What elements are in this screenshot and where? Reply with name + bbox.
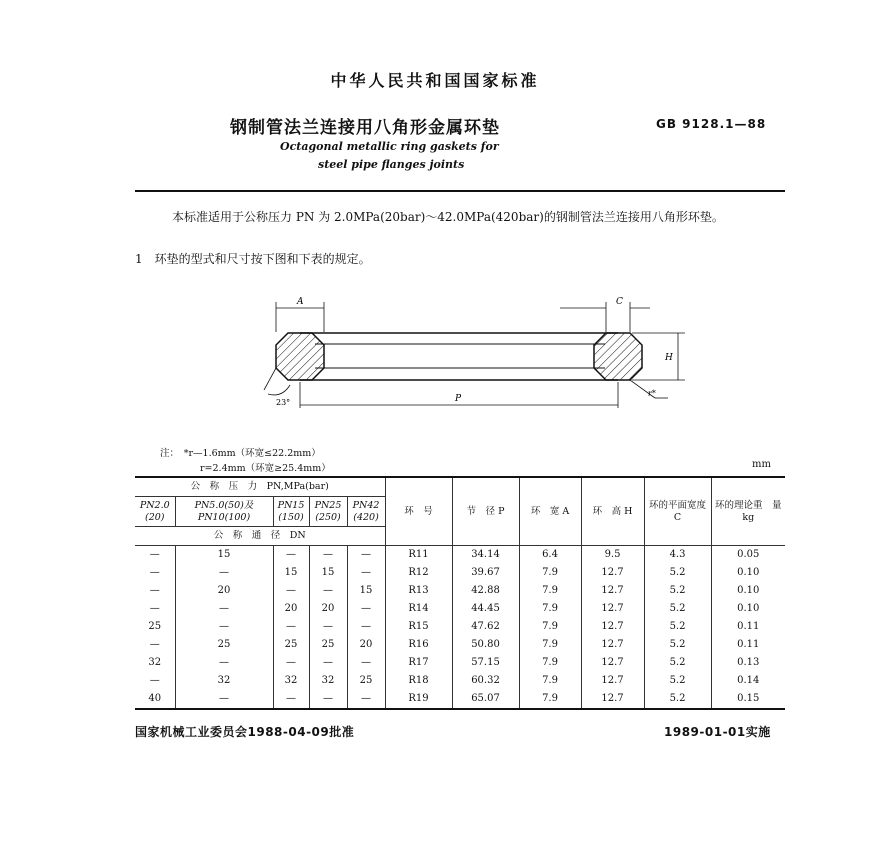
table-cell: 7.9 — [519, 618, 581, 636]
table-cell: 7.9 — [519, 582, 581, 600]
table-cell: 5.2 — [644, 600, 711, 618]
table-row — [135, 600, 785, 618]
table-row — [135, 654, 785, 672]
table-cell: 12.7 — [581, 600, 644, 618]
table-cell: 20 — [347, 636, 385, 654]
table-cell: 0.13 — [711, 654, 785, 672]
col-pitch-dia: 节 径 P — [452, 477, 519, 546]
table-cell: 5.2 — [644, 672, 711, 690]
table-cell: — — [175, 600, 273, 618]
table-cell: 5.2 — [644, 618, 711, 636]
table-cell: 7.9 — [519, 690, 581, 709]
table-cell: — — [175, 690, 273, 709]
table-cell: — — [309, 546, 347, 565]
table-row — [135, 690, 785, 709]
pn-col-5: PN42 (420) — [347, 497, 385, 527]
table-cell: 65.07 — [452, 690, 519, 709]
table-cell: 15 — [309, 564, 347, 582]
table-cell: 12.7 — [581, 672, 644, 690]
table-cell: — — [309, 582, 347, 600]
table-cell: 12.7 — [581, 564, 644, 582]
note-line-2: r=2.4mm（环宽≥25.4mm） — [200, 463, 331, 474]
table-row — [135, 672, 785, 690]
table-cell: 7.9 — [519, 636, 581, 654]
table-cell: 34.14 — [452, 546, 519, 565]
table-cell: — — [273, 618, 309, 636]
unit-label: mm — [752, 459, 771, 470]
pn-col-3: PN15 (150) — [273, 497, 309, 527]
table-cell: — — [135, 546, 175, 565]
angle-label: 23° — [276, 398, 291, 407]
table-cell: R13 — [385, 582, 452, 600]
table-cell: 7.9 — [519, 672, 581, 690]
table-cell: 44.45 — [452, 600, 519, 618]
table-cell: 5.2 — [644, 690, 711, 709]
table-cell: 50.80 — [452, 636, 519, 654]
table-cell: — — [347, 618, 385, 636]
table-row — [135, 582, 785, 600]
table-cell: R17 — [385, 654, 452, 672]
table-cell: R19 — [385, 690, 452, 709]
table-cell: — — [273, 690, 309, 709]
table-cell: 60.32 — [452, 672, 519, 690]
table-cell: — — [347, 690, 385, 709]
english-title-line2: steel pipe flanges joints — [318, 158, 465, 171]
table-cell: — — [309, 690, 347, 709]
table-cell: 5.2 — [644, 582, 711, 600]
table-cell: 15 — [347, 582, 385, 600]
table-cell: 12.7 — [581, 690, 644, 709]
right-octagon-section — [594, 333, 642, 380]
effective-date: 1989-01-01实施 — [664, 725, 771, 739]
table-cell: 12.7 — [581, 654, 644, 672]
table-cell: 6.4 — [519, 546, 581, 565]
table-cell: — — [347, 564, 385, 582]
table-cell: 5.2 — [644, 654, 711, 672]
table-cell: 32 — [135, 654, 175, 672]
table-cell: — — [135, 636, 175, 654]
table-cell: 7.9 — [519, 654, 581, 672]
table-cell: 32 — [175, 672, 273, 690]
col-ring-no: 环 号 — [385, 477, 452, 546]
standard-header: 中华人民共和国国家标准 — [330, 71, 540, 90]
table-cell: 57.15 — [452, 654, 519, 672]
table-cell: 12.7 — [581, 582, 644, 600]
table-cell: R18 — [385, 672, 452, 690]
table-cell: R14 — [385, 600, 452, 618]
table-cell: 25 — [175, 636, 273, 654]
table-cell: 0.15 — [711, 690, 785, 709]
table-cell: 0.11 — [711, 636, 785, 654]
table-cell: 20 — [273, 600, 309, 618]
table-cell: R16 — [385, 636, 452, 654]
left-octagon-section — [276, 333, 324, 380]
table-cell: 5.2 — [644, 564, 711, 582]
gasket-drawing — [260, 290, 700, 420]
table-row — [135, 636, 785, 654]
table-cell: R15 — [385, 618, 452, 636]
table-cell: — — [347, 654, 385, 672]
document-title: 钢制管法兰连接用八角形金属环垫 — [230, 118, 500, 138]
clause-1-paragraph: 1 环垫的型式和尺寸按下图和下表的规定。 — [135, 252, 371, 266]
table-cell: 47.62 — [452, 618, 519, 636]
table-cell: R12 — [385, 564, 452, 582]
table-row — [135, 564, 785, 582]
table-cell: — — [175, 618, 273, 636]
table-cell: 20 — [175, 582, 273, 600]
radius-label: r* — [648, 389, 656, 398]
dim-a-label: A — [297, 297, 304, 307]
pn-col-2: PN5.0(50)及 PN10(100) — [175, 497, 273, 527]
table-cell: — — [309, 654, 347, 672]
table-cell: — — [175, 564, 273, 582]
table-cell: 0.05 — [711, 546, 785, 565]
table-cell: — — [273, 654, 309, 672]
dn-header: 公 称 通 径 DN — [135, 527, 385, 546]
scope-paragraph: 本标准适用于公称压力 PN 为 2.0MPa(20bar)～42.0MPa(420bar)的钢制管法兰连接用八角形环垫。 — [172, 210, 724, 224]
table-cell: 4.3 — [644, 546, 711, 565]
col-ring-width: 环 宽 A — [519, 477, 581, 546]
table-cell: — — [135, 582, 175, 600]
table-cell: 7.9 — [519, 564, 581, 582]
table-cell: — — [309, 618, 347, 636]
col-ring-height: 环 高 H — [581, 477, 644, 546]
table-cell: 0.14 — [711, 672, 785, 690]
table-cell: — — [347, 546, 385, 565]
table-cell: — — [135, 564, 175, 582]
table-cell: 0.10 — [711, 600, 785, 618]
col-weight: 环的理论重 量 kg — [711, 477, 785, 546]
pn-group-header: 公 称 压 力 PN,MPa(bar) — [135, 477, 385, 497]
table-cell: 39.67 — [452, 564, 519, 582]
table-cell: 42.88 — [452, 582, 519, 600]
table-cell: 25 — [347, 672, 385, 690]
approval-line: 国家机械工业委员会1988-04-09批准 — [135, 725, 355, 739]
dim-p-label: P — [455, 394, 462, 404]
table-cell: 25 — [309, 636, 347, 654]
table-cell: 12.7 — [581, 636, 644, 654]
table-cell: — — [273, 546, 309, 565]
dim-h-label: H — [665, 353, 673, 363]
table-cell: — — [135, 672, 175, 690]
table-cell: 15 — [273, 564, 309, 582]
table-cell: 15 — [175, 546, 273, 565]
table-row — [135, 546, 785, 565]
pn-col-4: PN25 (250) — [309, 497, 347, 527]
header-rule — [135, 190, 785, 192]
table-cell: 32 — [309, 672, 347, 690]
table-cell: 5.2 — [644, 636, 711, 654]
table-cell: 25 — [273, 636, 309, 654]
table-cell: — — [175, 654, 273, 672]
dim-c-label: C — [616, 297, 623, 307]
standard-number: GB 9128.1—88 — [656, 117, 767, 131]
col-flat-width: 环的平面宽度 C — [644, 477, 711, 546]
table-cell: — — [135, 600, 175, 618]
table-cell: 25 — [135, 618, 175, 636]
english-title-line1: Octagonal metallic ring gaskets for — [280, 140, 499, 153]
table-cell: 12.7 — [581, 618, 644, 636]
note-line-1: 注： *r—1.6mm（环宽≤22.2mm） — [160, 448, 321, 459]
table-cell: 0.11 — [711, 618, 785, 636]
table-cell: 0.10 — [711, 564, 785, 582]
table-cell: — — [347, 600, 385, 618]
table-cell: 9.5 — [581, 546, 644, 565]
table-cell: 20 — [309, 600, 347, 618]
table-cell: 40 — [135, 690, 175, 709]
table-row — [135, 618, 785, 636]
table-cell: 7.9 — [519, 600, 581, 618]
table-cell: 32 — [273, 672, 309, 690]
table-cell: R11 — [385, 546, 452, 565]
gasket-dimension-table — [135, 476, 785, 710]
table-cell: — — [273, 582, 309, 600]
table-cell: 0.10 — [711, 582, 785, 600]
pn-col-1: PN2.0 (20) — [135, 497, 175, 527]
